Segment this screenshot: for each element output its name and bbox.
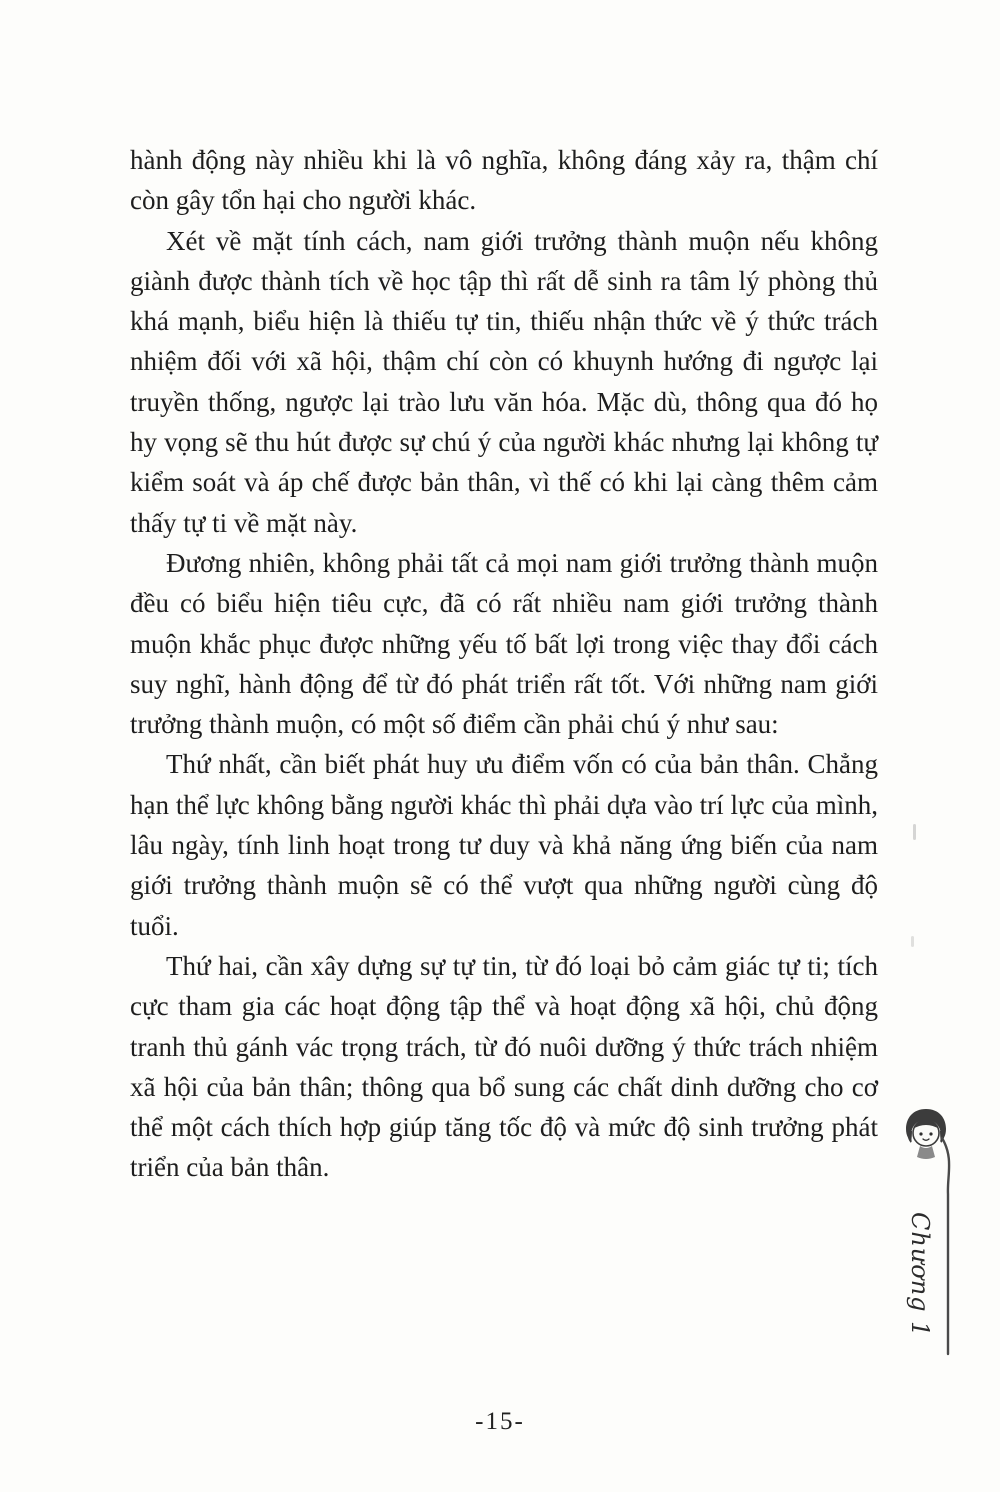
scan-artifact xyxy=(913,824,916,840)
chapter-divider-line xyxy=(938,1136,958,1358)
scan-artifact xyxy=(911,936,914,947)
paragraph: Đương nhiên, không phải tất cả mọi nam giới trưởng thành muộn đều có biểu hiện tiêu cực, đã có rất nhiều nam giới trưởng thành muộn khắc phục được những yếu tố bất lợi trong việc thay đổi cách suy nghĩ, hành động để từ đó phát triển rất tốt. Với những nam giới trưởng thành muộn, có một số điểm cần phải chú ý như sau: xyxy=(130,547,878,740)
paragraph: Thứ nhất, cần biết phát huy ưu điểm vốn có của bản thân. Chẳng hạn thể lực không bằng người khác thì phải dựa vào trí lực của mình, lâu ngày, tính linh hoạt trong tư duy và khả năng ứng biến của nam giới trưởng thành muộn sẽ có thể vượt qua những người cùng độ tuổi. xyxy=(130,749,878,941)
paragraph: hành động này nhiều khi là vô nghĩa, không đáng xảy ra, thậm chí còn gây tổn hại cho người khác. xyxy=(130,145,878,216)
page-number: -15- xyxy=(475,1408,525,1435)
paragraph: Thứ hai, cần xây dựng sự tự tin, từ đó loại bỏ cảm giác tự ti; tích cực tham gia các hoạt động tập thể và hoạt động xã hội, chủ động tranh thủ gánh vác trọng trách, từ đó nuôi dưỡng ý thức trách nhiệm xã hội của bản thân; thông qua bổ sung các chất dinh dưỡng cho cơ thể một cách thích hợp giúp tăng tốc độ và mức độ sinh trưởng phát triển của bản thân. xyxy=(130,950,878,1183)
chapter-label: Chương 1 xyxy=(906,1212,934,1338)
body-text xyxy=(130,140,878,1188)
paragraph: Xét về mặt tính cách, nam giới trưởng thành muộn nếu không giành được thành tích về học tập thì rất dễ sinh ra tâm lý phòng thủ khá mạnh, biểu hiện là thiếu tự tin, thiếu nhận thức về ý thức trách nhiệm đối với xã hội, thậm chí còn có khuynh hướng đi ngược lại truyền thống, ngược lại trào lưu văn hóa. Mặc dù, thông qua đó họ hy vọng sẽ thu hút được sự chú ý của người khác nhưng lại không tự kiểm soát và áp chế được bản thân, vì thế có khi lại càng thêm cảm thấy tự ti về mặt này. xyxy=(130,225,878,538)
